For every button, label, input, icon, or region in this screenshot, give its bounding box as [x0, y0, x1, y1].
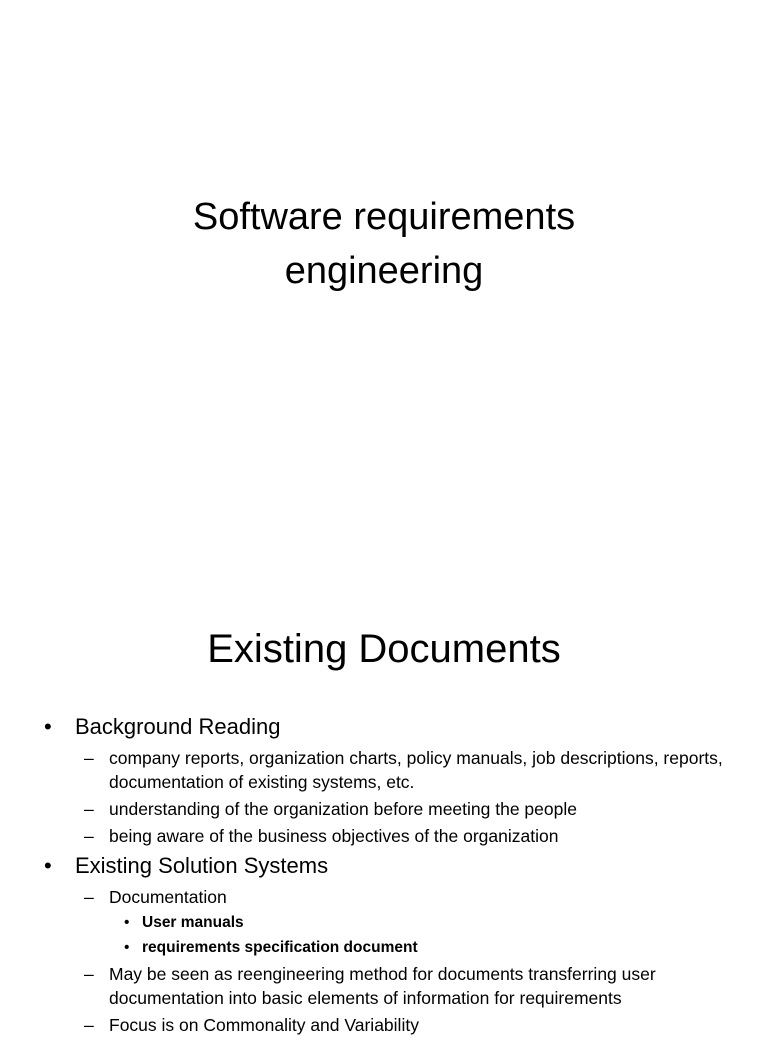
dash-icon: –: [84, 964, 94, 984]
sub-bullet-text: Focus is on Commonality and Variability: [109, 1015, 419, 1035]
dash-icon: –: [84, 799, 94, 819]
sub-bullet-text: May be seen as reengineering method for documents transferring user documentation into basic elements of information for requirements: [109, 964, 656, 1008]
bullet-list: [44, 712, 744, 1040]
slide-title-line-2: engineering: [284, 250, 484, 292]
sub-bullet-item: [44, 824, 744, 848]
dash-icon: –: [84, 826, 94, 846]
sub-sub-bullet-text: requirements specification document: [142, 939, 418, 956]
sub-bullet-item: [44, 797, 744, 821]
sub-bullet-text: Documentation: [109, 887, 227, 907]
dash-icon: –: [84, 1015, 94, 1035]
bullet-item: [44, 851, 744, 881]
slide-heading: Existing Documents: [207, 627, 561, 671]
sub-sub-bullet-item: [44, 937, 744, 959]
dash-icon: –: [84, 748, 94, 768]
bullet-item: [44, 712, 744, 742]
slide-title-line-1: Software requirements: [192, 196, 576, 238]
sub-bullet-text: being aware of the business objectives of the organization: [109, 826, 559, 846]
sub-bullet-item: [44, 962, 744, 1010]
sub-bullet-text: company reports, organization charts, policy manuals, job descriptions, reports, documentation of existing systems, etc.: [109, 748, 723, 792]
sub-sub-bullet-text: User manuals: [142, 914, 244, 931]
sub-bullet-item: [44, 1013, 744, 1037]
sub-sub-bullet-item: [44, 912, 744, 934]
slide-title: [0, 190, 768, 298]
bullet-text: Existing Solution Systems: [75, 853, 329, 878]
sub-bullet-text: understanding of the organization before meeting the people: [109, 799, 577, 819]
bullet-icon: •: [124, 914, 130, 931]
bullet-icon: •: [124, 939, 130, 956]
content-slide: [0, 576, 768, 1035]
sub-bullet-item: [44, 746, 744, 794]
sub-bullet-item: [44, 885, 744, 909]
bullet-text: Background Reading: [75, 714, 281, 739]
bullet-icon: •: [44, 853, 52, 878]
dash-icon: –: [84, 887, 94, 907]
bullet-icon: •: [44, 714, 52, 739]
